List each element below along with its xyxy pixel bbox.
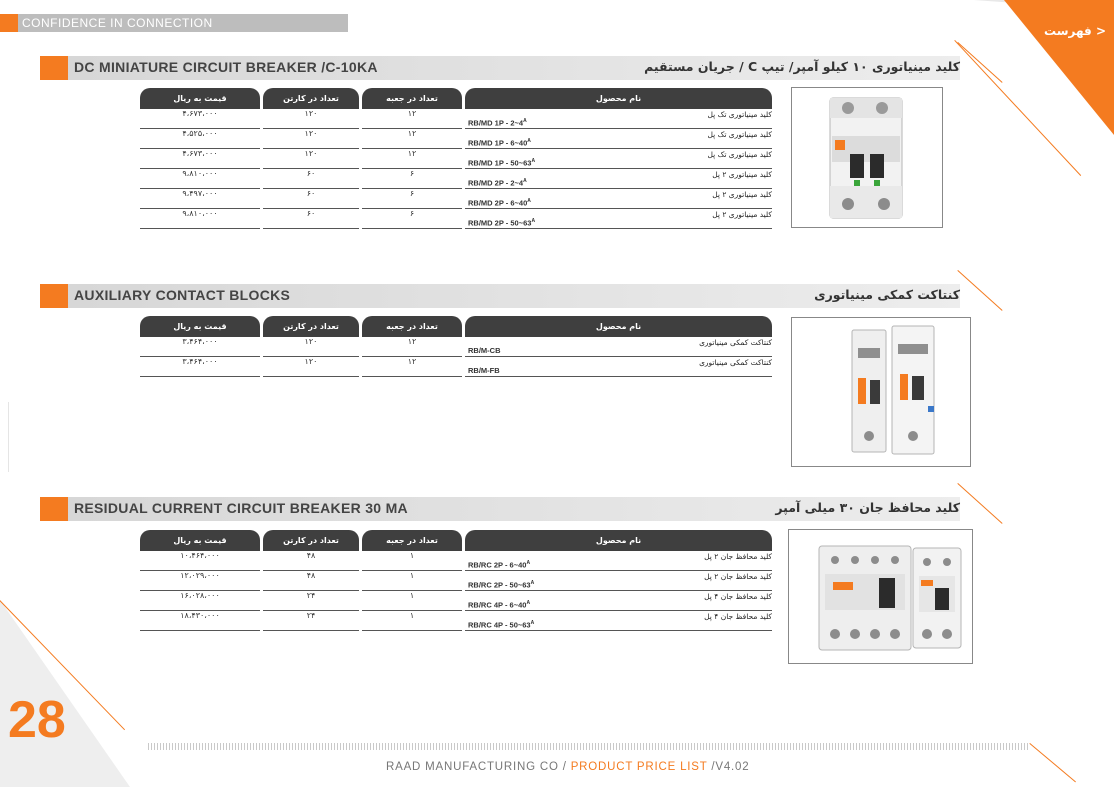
table-row: ۱۰،۴۶۴،۰۰۰ ۴۸ ۱ RB/RC $2P - 6\sim 40^A$ کلید محافظ جان ۲ پل [140, 551, 772, 571]
product-code: RB/RC $2P - 50\sim 63^A$ [468, 579, 535, 589]
table-row: ۹،۸۱۰،۰۰۰ ۶۰ ۶ RB/MD $2P - 2\sim 4^A$ کلید مینیاتوری ۲ پل [140, 169, 772, 189]
table-row: ۱۲،۰۲۹،۰۰۰ ۴۸ ۱ RB/RC $2P - 50\sim 63^A$ کلید محافظ جان ۲ پل [140, 571, 772, 591]
product-desc: کلید مینیاتوری تک پل [707, 110, 772, 119]
product-code: RB/MD $1P - 50\sim 63^A$ [468, 157, 536, 167]
price-table-aux-contact [140, 316, 772, 377]
product-code: RB/MD $1P - 6\sim 40^A$ [468, 137, 531, 147]
divider [8, 402, 9, 472]
section-header-aux-contact [0, 284, 992, 308]
table-row: ۴،۶۷۳،۰۰۰ ۱۲۰ ۱۲ RB/MD $1P - 50\sim 63^A$ کلید مینیاتوری تک پل [140, 149, 772, 169]
section-title-fa: کلید مینیاتوری ۱۰ کیلو آمپر/ تیپ C / جریان مستقیم [644, 59, 960, 74]
section-title-en: DC MINIATURE CIRCUIT BREAKER /C-10KA [74, 59, 378, 75]
section-header-dc-mcb [0, 56, 992, 80]
col-box: تعداد در جعبه [362, 316, 462, 337]
col-carton: تعداد در کارتن [263, 88, 359, 109]
footer-text: RAAD MANUFACTURING CO / PRODUCT PRICE LIST /V4.02 [386, 761, 750, 773]
product-code: RB/M-FB [468, 366, 500, 375]
product-desc: کلید محافظ جان ۴ پل [704, 612, 772, 621]
table-row: ۴،۵۲۵،۰۰۰ ۱۲۰ ۱۲ RB/MD $1P - 6\sim 40^A$ کلید مینیاتوری تک پل [140, 129, 772, 149]
rccb-breaker-image [788, 529, 973, 664]
col-price: قیمت به ریال [140, 88, 260, 109]
product-desc: کلید محافظ جان ۲ پل [704, 552, 772, 561]
product-desc: کنتاکت کمکی مینیاتوری [699, 358, 772, 367]
table-row: ۳،۴۶۴،۰۰۰ ۱۲۰ ۱۲ RB/M-FB کنتاکت کمکی مینیاتوری [140, 357, 772, 377]
col-box: تعداد در جعبه [362, 530, 462, 551]
auxiliary-contact-image [791, 317, 971, 467]
section-title-en: RESIDUAL CURRENT CIRCUIT BREAKER 30 MA [74, 500, 408, 516]
product-code: RB/MD $2P - 50\sim 63^A$ [468, 217, 536, 227]
product-code: RB/MD $1P - 2\sim 4^A$ [468, 117, 527, 127]
product-desc: کلید مینیاتوری ۲ پل [712, 170, 772, 179]
mcb-breaker-image [791, 87, 943, 228]
product-desc: کلید محافظ جان ۴ پل [704, 592, 772, 601]
product-desc: کلید مینیاتوری ۲ پل [712, 190, 772, 199]
col-box: تعداد در جعبه [362, 88, 462, 109]
section-header-rccb [0, 497, 992, 521]
table-row: ۳،۴۶۴،۰۰۰ ۱۲۰ ۱۲ RB/M-CB کنتاکت کمکی مینیاتوری [140, 337, 772, 357]
page-number: 28 [8, 691, 66, 749]
product-code: RB/RC $2P - 6\sim 40^A$ [468, 559, 531, 569]
table-row: ۱۶،۰۲۸،۰۰۰ ۲۴ ۱ RB/RC $4P - 6\sim 40^A$ کلید محافظ جان ۴ پل [140, 591, 772, 611]
menu-corner-triangle [1004, 0, 1114, 135]
product-desc: کلید مینیاتوری تک پل [707, 130, 772, 139]
table-row: ۴،۶۷۳،۰۰۰ ۱۲۰ ۱۲ RB/MD $1P - 2\sim 4^A$ کلید مینیاتوری تک پل [140, 109, 772, 129]
section-title-fa: کلید محافظ جان ۳۰ میلی آمپر [775, 500, 960, 515]
menu-link[interactable]: < فهرست [1044, 24, 1106, 38]
product-code: RB/RC $4P - 50\sim 63^A$ [468, 619, 535, 629]
col-product: نام محصول [465, 316, 772, 337]
decor-line [1029, 743, 1076, 783]
product-desc: کلید مینیاتوری ۲ پل [712, 210, 772, 219]
col-product: نام محصول [465, 88, 772, 109]
tagline-accent [0, 14, 18, 32]
product-desc: کلید مینیاتوری تک پل [707, 150, 772, 159]
col-carton: تعداد در کارتن [263, 316, 359, 337]
tagline: CONFIDENCE IN CONNECTION [22, 16, 213, 30]
product-code: RB/MD $2P - 6\sim 40^A$ [468, 197, 531, 207]
table-row: ۹،۴۹۷،۰۰۰ ۶۰ ۶ RB/MD $2P - 6\sim 40^A$ کلید مینیاتوری ۲ پل [140, 189, 772, 209]
product-desc: کلید محافظ جان ۲ پل [704, 572, 772, 581]
footer-pattern [148, 743, 1028, 750]
product-desc: کنتاکت کمکی مینیاتوری [699, 338, 772, 347]
table-row: ۹،۸۱۰،۰۰۰ ۶۰ ۶ RB/MD $2P - 50\sim 63^A$ کلید مینیاتوری ۲ پل [140, 209, 772, 229]
product-code: RB/RC $4P - 6\sim 40^A$ [468, 599, 531, 609]
col-product: نام محصول [465, 530, 772, 551]
section-title-en: AUXILIARY CONTACT BLOCKS [74, 287, 291, 303]
product-code: RB/MD $2P - 2\sim 4^A$ [468, 177, 527, 187]
col-carton: تعداد در کارتن [263, 530, 359, 551]
product-code: RB/M-CB [468, 346, 501, 355]
price-table-rccb [140, 530, 772, 631]
table-row: ۱۸،۴۳۰،۰۰۰ ۲۴ ۱ RB/RC $4P - 50\sim 63^A$ کلید محافظ جان ۴ پل [140, 611, 772, 631]
price-table-dc-mcb [140, 88, 772, 229]
col-price: قیمت به ریال [140, 530, 260, 551]
col-price: قیمت به ریال [140, 316, 260, 337]
section-title-fa: کنتاکت کمکی مینیاتوری [814, 287, 960, 302]
